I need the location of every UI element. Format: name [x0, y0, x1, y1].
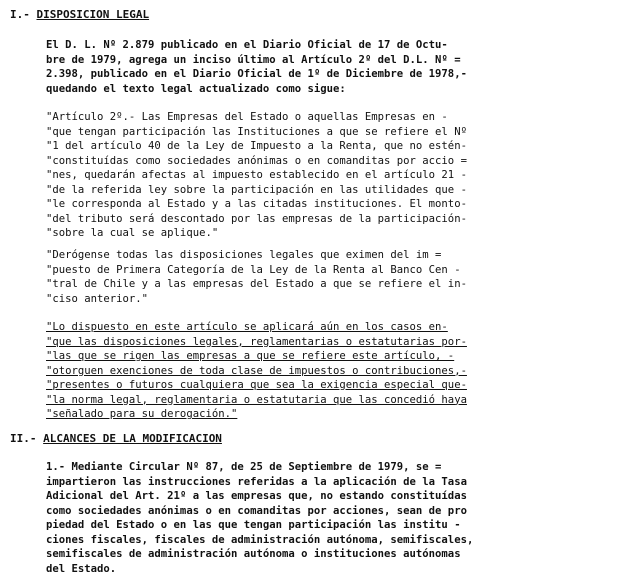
text-line: 2.398, publicado en el Diario Oficial de 1º de Diciembre de 1978,-: [46, 68, 467, 80]
text-line: ciones fiscales, fiscales de administración autónoma, semifiscales,: [46, 533, 474, 546]
text-line: "otorguen exenciones de toda clase de impuestos o contribuciones,-: [46, 364, 467, 377]
application-quote: [46, 320, 614, 422]
circular-paragraph: [46, 460, 614, 576]
text-line: "le corresponda al Estado y a las citadas instituciones. El monto-: [46, 198, 467, 210]
text-line: "nes, quedarán afectas al impuesto establecido en el artículo 21 -: [46, 169, 467, 181]
text-line: "Lo dispuesto en este artículo se aplicará aún en los casos en-: [46, 321, 448, 333]
text-line: semifiscales de administración autónoma o instituciones autónomas: [46, 548, 461, 560]
text-line: quedando el texto legal actualizado como sigue:: [46, 82, 346, 95]
text-line: impartieron las instrucciones referidas a la aplicación de la Tasa: [46, 475, 467, 488]
section-1-heading: [10, 8, 149, 23]
text-line: bre de 1979, agrega un inciso último al Artículo 2º del D.L. Nº =: [46, 53, 461, 66]
text-line: "ciso anterior.": [46, 292, 149, 305]
text-line: "del tributo será descontado por las empresas de la participación-: [46, 212, 467, 225]
text-line: "de la referida ley sobre la participación en las utilidades que -: [46, 183, 467, 196]
section-2-title: ALCANCES DE LA MODIFICACION: [43, 432, 222, 445]
text-line: 1.- Mediante Circular Nº 87, de 25 de Septiembre de 1979, se =: [46, 461, 442, 473]
text-line: "constituídas como sociedades anónimas o en comanditas por accio =: [46, 154, 467, 167]
text-line: "señalado para su derogación.": [46, 408, 238, 420]
text-line: como sociedades anónimas o en comanditas por acciones, sean de pro: [46, 504, 467, 517]
text-line: "la norma legal, reglamentaria o estatutaria que las concedió haya: [46, 393, 467, 406]
text-line: "puesto de Primera Categoría de la Ley de la Renta al Banco Cen -: [46, 263, 461, 276]
section-1-title: DISPOSICION LEGAL: [36, 8, 150, 21]
intro-paragraph: [46, 38, 614, 96]
text-line: "que las disposiciones legales, reglamentarias o estatutarias por-: [46, 335, 467, 348]
text-line: "las que se rigen las empresas a que se refiere este artículo, -: [46, 350, 455, 362]
section-1-number: I.-: [10, 8, 30, 21]
article-quote: [46, 110, 614, 241]
text-line: "presentes o futuros cualquiera que sea la exigencia especial que-: [46, 379, 467, 391]
text-line: piedad del Estado o en las que tengan participación las institu -: [46, 519, 461, 531]
text-line: "1 del artículo 40 de la Ley de Impuesto a la Renta, que no estén-: [46, 140, 467, 152]
text-line: "Derógense todas las disposiciones legales que eximen del im =: [46, 249, 442, 261]
section-2-heading: [10, 432, 222, 447]
text-line: "tral de Chile y a las empresas del Estado a que se refiere el in-: [46, 278, 467, 290]
text-line: "sobre la cual se aplique.": [46, 227, 219, 239]
text-line: "que tengan participación las Instituciones a que se refiere el Nº: [46, 125, 467, 138]
text-line: Adicional del Art. 21º a las empresas que, no estando constituídas: [46, 490, 467, 502]
text-line: "Artículo 2º.- Las Empresas del Estado o aquellas Empresas en -: [46, 111, 448, 123]
text-line: del Estado.: [46, 562, 117, 575]
text-line: El D. L. Nº 2.879 publicado en el Diario Oficial de 17 de Octu-: [46, 39, 448, 51]
section-2-number: II.-: [10, 432, 37, 445]
derogation-quote: [46, 248, 614, 306]
